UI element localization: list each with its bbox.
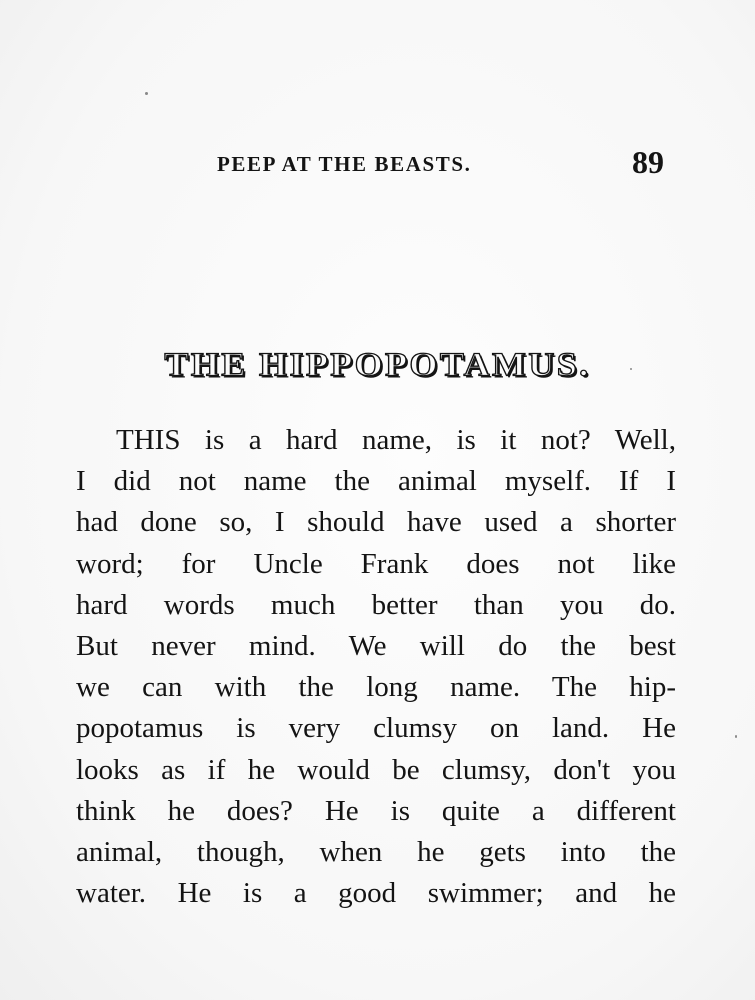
page-number: 89	[632, 144, 664, 180]
text-line: But never mind. We will do the best	[76, 629, 676, 662]
text-line: looks as if he would be clumsy, don't you	[76, 753, 676, 786]
text-line: we can with the long name. The hip-	[76, 671, 676, 704]
chapter-title: THE HIPPOPOTAMUS.	[164, 345, 591, 383]
running-head: PEEP AT THE BEASTS.	[217, 152, 472, 176]
text-line: popotamus is very clumsy on land. He	[76, 712, 676, 745]
chapter-title-wrapper	[0, 343, 755, 385]
text-line: had done so, I should have used a shorter	[76, 506, 676, 539]
text-line: THIS is a hard name, is it not? Well,	[116, 424, 676, 456]
text-line: I did not name the animal myself. If I	[76, 465, 676, 498]
text-line: think he does? He is quite a different	[76, 794, 676, 827]
text-line: animal, though, when he gets into the	[76, 835, 676, 868]
paper-speck	[630, 368, 632, 370]
body-text	[76, 420, 676, 914]
text-line: water. He is a good swimmer; and he	[76, 877, 676, 910]
paper-speck	[735, 735, 737, 738]
text-line: word; for Uncle Frank does not like	[76, 547, 676, 580]
paper-speck	[145, 92, 148, 95]
text-line: hard words much better than you do.	[76, 588, 676, 621]
